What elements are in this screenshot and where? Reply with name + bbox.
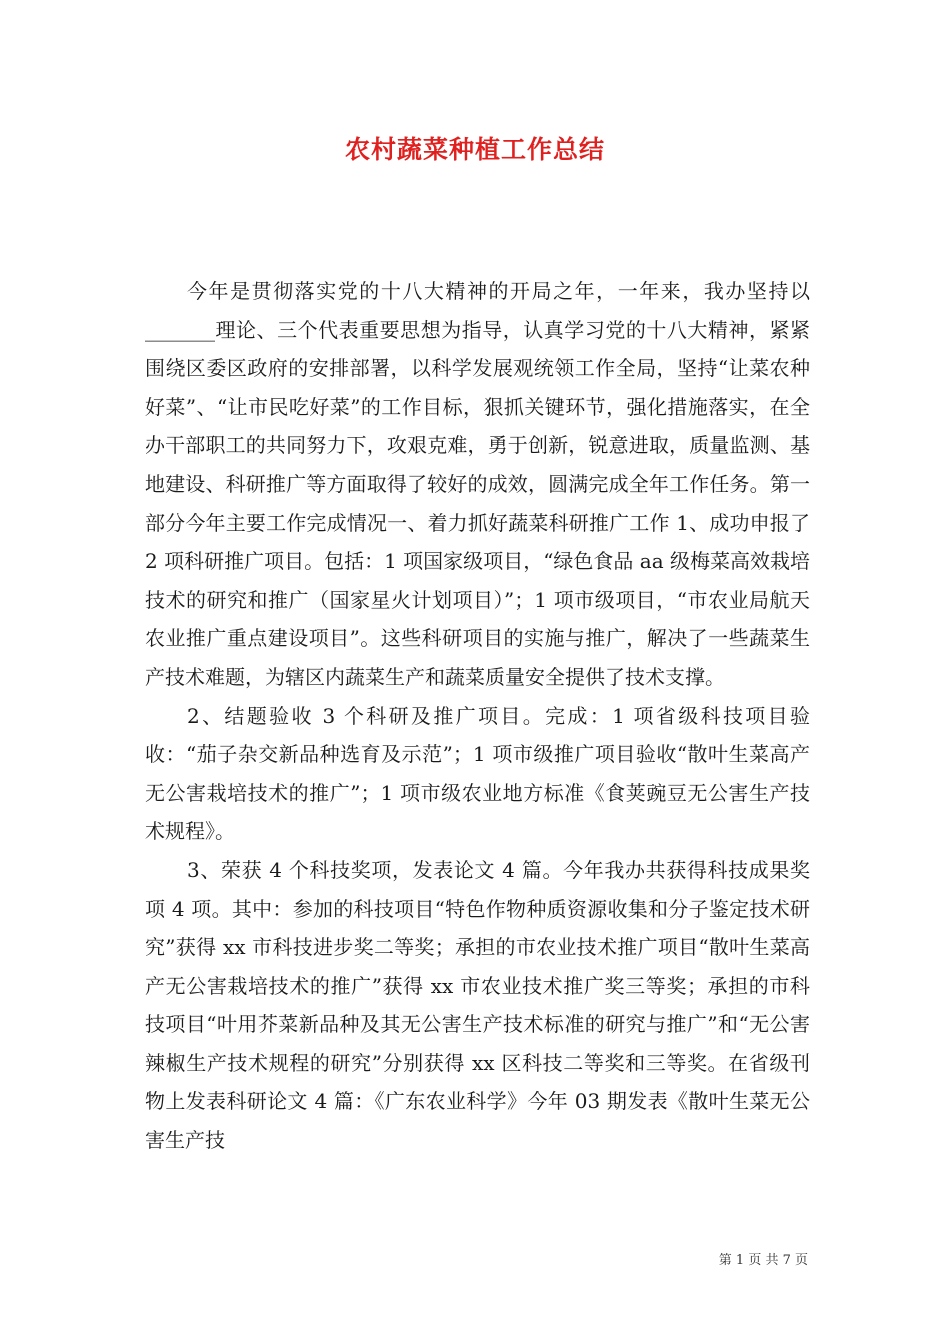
document-title: 农村蔬菜种植工作总结 [344, 135, 605, 164]
document-body [145, 272, 810, 1160]
paragraph: 今年是贯彻落实党的十八大精神的开局之年，一年来，我办坚持以_______理论、三个代表重要思想为指导，认真学习党的十八大精神，紧紧围绕区委区政府的安排部署，以科学发展观统领工作全局，坚持“让菜农种好菜”、“让市民吃好菜”的工作目标，狠抓关键环节，强化措施落实，在全办干部职工的共同努力下，攻艰克难，勇于创新，锐意进取，质量监测、基地建设、科研推广等方面取得了较好的成效，圆满完成全年工作任务。第一部分今年主要工作完成情况一、着力抓好蔬菜科研推广工作 1、成功申报了 2 项科研推广项目。包括：1 项国家级项目，“绿色食品 aa 级梅菜高效栽培技术的研究和推广（国家星火计划项目）”；1 项市级项目，“市农业局航天农业推广重点建设项目”。这些科研项目的实施与推广，解决了一些蔬菜生产技术难题，为辖区内蔬菜生产和蔬菜质量安全提供了技术支撑。 [145, 279, 810, 689]
paragraph: 3、荣获 4 个科技奖项，发表论文 4 篇。今年我办共获得科技成果奖项 4 项。其中：参加的科技项目“特色作物种质资源收集和分子鉴定技术研究”获得 xx 市科技进步奖二等奖；承担的市农业技术推广项目“散叶生菜高产无公害栽培技术的推广”获得 xx 市农业技术推广奖三等奖；承担的市科技项目“叶用芥菜新品种及其无公害生产技术标准的研究与推广”和“无公害辣椒生产技术规程的研究”分别获得 xx 区科技二等奖和三等奖。在省级刊物上发表科研论文 4 篇：《广东农业科学》今年 03 期发表《散叶生菜无公害生产技 [145, 857, 810, 1153]
page-number: 第 1 页 共 7 页 [718, 1253, 808, 1268]
paragraph: 2、结题验收 3 个科研及推广项目。完成：1 项省级科技项目验收：“茄子杂交新品种选育及示范”；1 项市级推广项目验收“散叶生菜高产无公害栽培技术的推广”；1 项市级农业地方标准《食荚豌豆无公害生产技术规程》。 [145, 703, 810, 844]
